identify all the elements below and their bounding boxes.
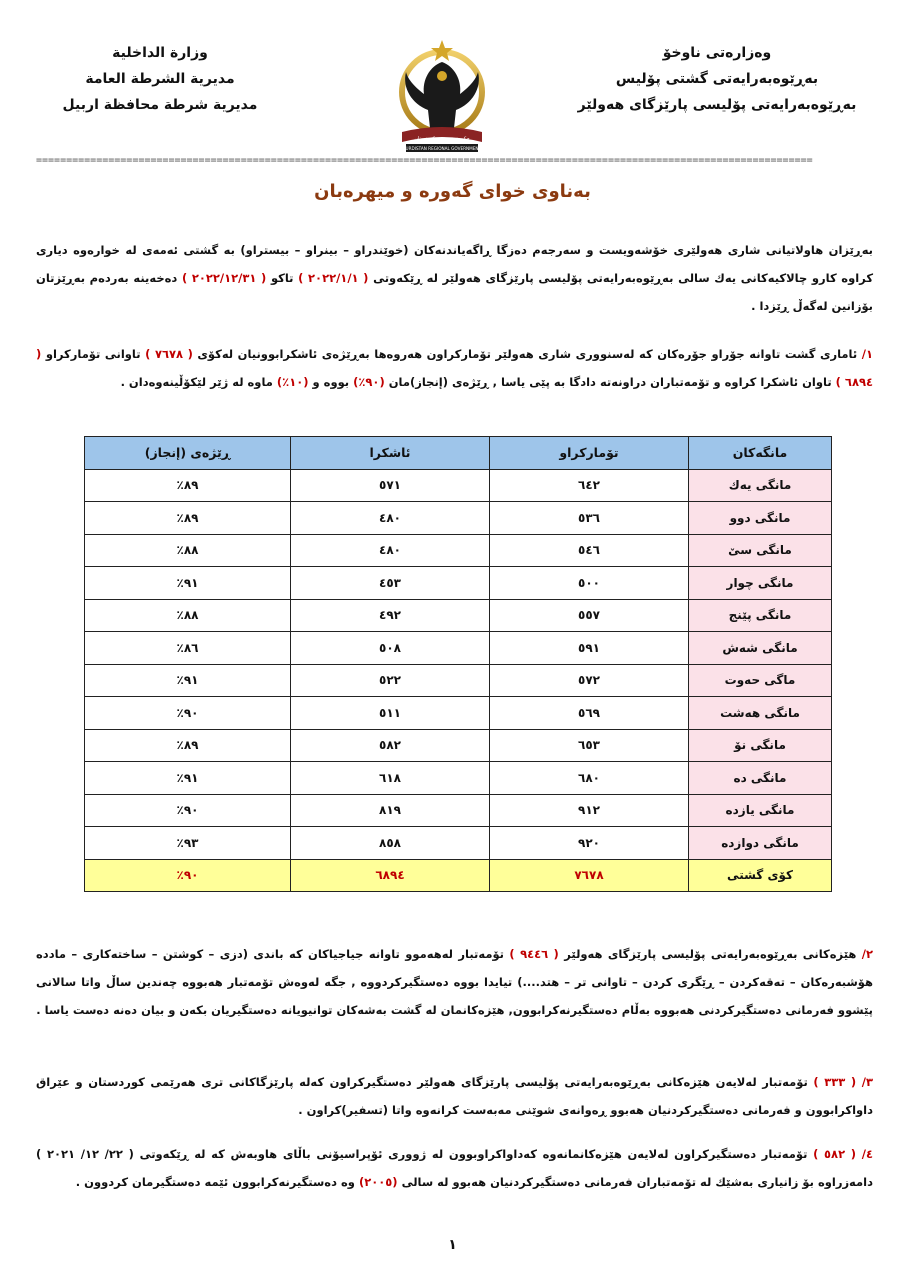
month-cell: مانگی دوو	[689, 502, 832, 535]
point-text: بووە و	[308, 375, 354, 389]
point-text: تۆمەتبار لەلایەن هێزەکانی بەڕێوەبەرایەتی پۆلیسی پارێزگای هەولێر دەستگیرکراون کەلە پارێزگاکانی تری هەرێمی کوردستان و عێراق داواکرابوون و فەرمانی دەستگیرکردنیان هەبوو ڕەوانەی شوێنی مەبەست کرانەوە واتا (تسفير)کراون .	[36, 1075, 873, 1117]
month-cell: مانگی دە	[689, 762, 832, 795]
table-header-row	[85, 437, 832, 470]
logo-caption: KURDISTAN REGIONAL GOVERNMENT	[402, 146, 482, 151]
page-title: بەناوی خوای گەورە و میهرەبان	[314, 181, 591, 202]
intro-text: بەڕێزان هاولاتیانی شاری هەولێری خۆشەویست و سەرجەم دەزگا ڕاگەیاندنەکان (خوێندراو – بینراو – بیستراو) بە گشتی ئەمەی لە خوارەوە دیاری کراوە کارو چالاکیەکانی یەك سالی بەڕێوەبەرایەتی پۆلیسی پارێزگای هەولێر لە ڕێکەوتی	[36, 243, 874, 285]
extradited-count: ( ٣٣٣ )	[813, 1075, 857, 1089]
solved-cell: ٥٧١	[291, 469, 490, 502]
arabic-header	[50, 40, 270, 118]
solved-cell: ٥١١	[291, 697, 490, 730]
arabic-header-line: وزارة الداخلية	[112, 45, 208, 61]
kurdish-header	[567, 40, 867, 118]
table-row	[85, 567, 832, 600]
registered-total: ( ٧٦٧٨ )	[145, 347, 193, 361]
table-row	[85, 664, 832, 697]
kurdish-header-line: بەڕێوەبەرایەتی پۆلیسی پارێزگای هەولێر	[577, 97, 857, 113]
solved-cell: ٤٨٠	[291, 502, 490, 535]
registered-cell: ٥٣٦	[490, 502, 689, 535]
monthly-crime-table	[84, 436, 832, 892]
registered-cell: ٦٤٢	[490, 469, 689, 502]
table-row	[85, 502, 832, 535]
point-4-paragraph	[36, 1140, 873, 1196]
total-rate-cell: ٩٠٪	[85, 859, 291, 892]
point-text: هێزەکانی بەڕێوەبەرایەتی پۆلیسی پارێزگای هەولێر	[558, 947, 857, 961]
warrant-year: (٢٠٠٥)	[358, 1175, 398, 1189]
point-text: وە دەستگیرنەکرابوون ئێمە دەستگیرمان کردوون .	[75, 1175, 359, 1189]
solved-total: ( ٦٨٩٤ )	[36, 347, 873, 389]
table-row	[85, 534, 832, 567]
month-cell: مانگی یازدە	[689, 794, 832, 827]
solved-cell: ٥٠٨	[291, 632, 490, 665]
registered-cell: ٥٠٠	[490, 567, 689, 600]
point-number: ١/	[861, 347, 873, 361]
registered-cell: ٩١٢	[490, 794, 689, 827]
solved-cell: ٥٨٢	[291, 729, 490, 762]
completion-percent: (٩٠٪)	[353, 375, 385, 389]
page-number: ١	[448, 1237, 457, 1253]
table-total-row	[85, 859, 832, 892]
rate-cell: ٨٩٪	[85, 729, 291, 762]
point-text: تاوانی تۆمارکراو	[41, 347, 146, 361]
column-header-rate: ڕێژەی (إنجاز)	[85, 437, 291, 470]
table-row	[85, 469, 832, 502]
point-1-paragraph	[36, 340, 873, 396]
rate-cell: ٩٠٪	[85, 697, 291, 730]
month-cell: مانگی شەش	[689, 632, 832, 665]
rate-cell: ٨٦٪	[85, 632, 291, 665]
point-text: تۆمەتبار لەهەموو تاوانە جیاجیاکان کە باندی (دزی – کوشتن – ساختەکاری – ماددە هۆشبەرەکان – تەقەکردن – ڕێگری کردن – تاوانی تر – هتد....) تیایدا بووە دەستگیرکردووە , جگە لەوەش تۆمەتبار هەبووە چەندین ساڵ واتا سالانی پێشوو فەرمانی دەستگیرکردنی هەبووە بەڵام دەستگیرنەکرابوون, هێزەکانمان لە گشت بەشەکان توانیویانە دەستگیریان بکەن و بیان دەنە دەست یاسا .	[36, 947, 873, 1017]
rate-cell: ٩٠٪	[85, 794, 291, 827]
point-3-paragraph	[36, 1068, 873, 1124]
intro-date-from: ( ٢٠٢٢/١/١ )	[298, 271, 369, 285]
point-text: تاوان ئاشکرا کراوە و تۆمەتباران دراونەتە دادگا بە پێی یاسا , ڕێژەی (إنجاز)مان	[384, 375, 836, 389]
solved-cell: ٤٩٢	[291, 599, 490, 632]
solved-cell: ٤٨٠	[291, 534, 490, 567]
point-number: ٤/	[861, 1147, 873, 1161]
rate-cell: ٨٨٪	[85, 599, 291, 632]
month-cell: مانگی پێنج	[689, 599, 832, 632]
rate-cell: ٨٩٪	[85, 469, 291, 502]
total-solved-cell: ٦٨٩٤	[291, 859, 490, 892]
table-row	[85, 794, 832, 827]
month-cell: مانگی سێ	[689, 534, 832, 567]
month-cell: مانگی یەك	[689, 469, 832, 502]
table-row	[85, 697, 832, 730]
intro-text: دەخەینە بەردەم بەڕێزتان بۆزانین لەگەڵ ڕێزدا .	[36, 271, 873, 313]
arabic-header-line: مديرية الشرطة العامة	[85, 71, 235, 87]
rate-cell: ٩٣٪	[85, 827, 291, 860]
intro-text: تاکو	[266, 271, 299, 285]
kurdish-header-line: بەڕێوەبەرایەتی گشتی پۆلیس	[615, 71, 819, 87]
point-text: ئاماری گشت تاوانە جۆراو جۆرەکان کە لەسنووری شاری هەولێر تۆمارکراون هەروەها بەڕێژەی ئاشکرابوونیان لەکۆی	[192, 347, 858, 361]
point-number: ٣/	[861, 1075, 874, 1089]
point-text: تۆمەتبار دەستگیرکراون لەلایەن هێزەکانمانەوە کەداواکراوبوون لە ژووری ئۆپراسیۆنی باڵای هاوبەش کە لە ڕێکەوتی ( ٢٢/ ١٢/ ٢٠٢١ ) دامەزراوە بۆ زانیاری بەشێك لە تۆمەتباران فەرمانی دەستگیرکردنیان هەبوو لە سالی	[36, 1147, 873, 1189]
point-text: ماوە لە ژێر لێکۆڵینەوەدان .	[120, 375, 277, 389]
point-number: ٢/	[861, 947, 873, 961]
solved-cell: ٨٥٨	[291, 827, 490, 860]
registered-cell: ٩٢٠	[490, 827, 689, 860]
month-cell: مانگی نۆ	[689, 729, 832, 762]
registered-cell: ٥٦٩	[490, 697, 689, 730]
operations-room-count: ( ٥٨٢ )	[813, 1147, 857, 1161]
rate-cell: ٨٩٪	[85, 502, 291, 535]
table-row	[85, 827, 832, 860]
header-separator: =================================================================================================================================	[36, 156, 813, 166]
arrested-count: ( ٩٤٤٦ )	[509, 947, 559, 961]
kurdish-header-line: وەزارەتی ناوخۆ	[662, 45, 772, 61]
point-2-paragraph	[36, 940, 873, 1024]
solved-cell: ٥٢٢	[291, 664, 490, 697]
remaining-percent: (١٠٪)	[276, 375, 309, 389]
column-header-months: مانگەکان	[689, 437, 832, 470]
solved-cell: ٦١٨	[291, 762, 490, 795]
registered-cell: ٥٩١	[490, 632, 689, 665]
table-row	[85, 762, 832, 795]
month-cell: مانگی دوازدە	[689, 827, 832, 860]
intro-paragraph	[36, 236, 873, 320]
rate-cell: ٩١٪	[85, 762, 291, 795]
intro-date-to: ( ٢٠٢٢/١٢/٣١ )	[181, 271, 267, 285]
table-row	[85, 599, 832, 632]
registered-cell: ٥٥٧	[490, 599, 689, 632]
registered-cell: ٦٨٠	[490, 762, 689, 795]
month-cell: مانگی چوار	[689, 567, 832, 600]
rate-cell: ٩١٪	[85, 664, 291, 697]
registered-cell: ٦٥٣	[490, 729, 689, 762]
month-cell: ماگی حەوت	[689, 664, 832, 697]
total-registered-cell: ٧٦٧٨	[490, 859, 689, 892]
month-cell: مانگی هەشت	[689, 697, 832, 730]
rate-cell: ٨٨٪	[85, 534, 291, 567]
arabic-header-line: مديرية شرطة محافظة اربيل	[62, 97, 258, 113]
logo-caption: حكومة هه رێمی كوردستان	[414, 136, 470, 142]
registered-cell: ٥٧٢	[490, 664, 689, 697]
column-header-registered: تۆمارکراو	[490, 437, 689, 470]
solved-cell: ٤٥٣	[291, 567, 490, 600]
krg-emblem-logo	[372, 36, 512, 156]
solved-cell: ٨١٩	[291, 794, 490, 827]
rate-cell: ٩١٪	[85, 567, 291, 600]
table-row	[85, 729, 832, 762]
column-header-solved: ئاشکرا	[291, 437, 490, 470]
table-row	[85, 632, 832, 665]
registered-cell: ٥٤٦	[490, 534, 689, 567]
total-label-cell: کۆی گشتی	[689, 859, 832, 892]
